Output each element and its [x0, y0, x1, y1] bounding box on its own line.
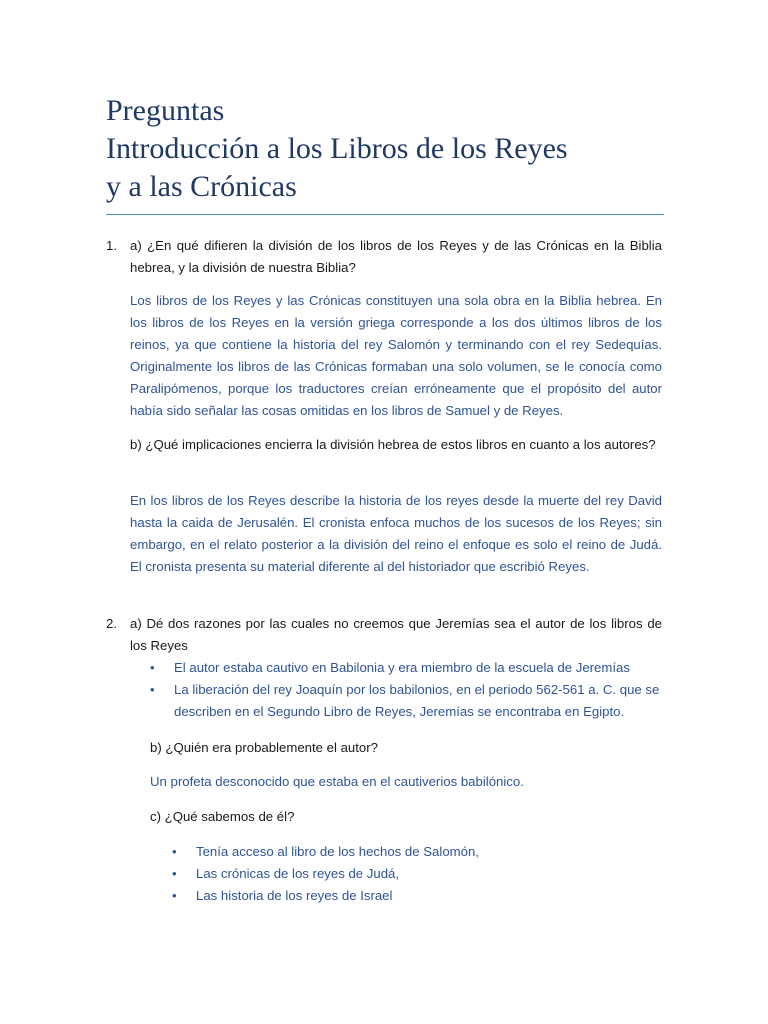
bullet-icon: • [172, 888, 177, 903]
list-item-text: Las crónicas de los reyes de Judá, [196, 866, 400, 881]
question-2a: a) Dé dos razones por las cuales no creemos que Jeremías sea el autor de los libros de los Reyes [130, 616, 662, 653]
list-item [150, 657, 662, 679]
title-underline [106, 214, 664, 215]
list-item [172, 885, 662, 907]
question-2b: b) ¿Quién era probablemente el autor? [150, 740, 378, 755]
list-item-text: La liberación del rey Joaquín por los babilonios, en el periodo 562-561 a. C. que se describen en el Segundo Libro de Reyes, Jeremías se encontraba en Egipto. [174, 682, 660, 719]
list-item-text: El autor estaba cautivo en Babilonia y era miembro de la escuela de Jeremías [174, 660, 630, 675]
title-line-2: Introducción a los Libros de los Reyes [106, 132, 568, 165]
answer-1b: En los libros de los Reyes describe la historia de los reyes desde la muerte del rey David hasta la caida de Jerusalén. El cronista enfoca muchos de los sucesos de los Reyes; sin embargo, en el relato posterior a la división del reino el enfoque es solo el reino de Judá. El cronista presenta su material diferente al del historiador que escribió Reyes. [130, 493, 662, 574]
answer-1a: Los libros de los Reyes y las Crónicas constituyen una sola obra en la Biblia hebrea. En los libros de los Reyes en la versión griega corresponde a los dos últimos libros de los reinos, ya que contiene la historia del rey Salomón y terminando con el rey Sedequías. Originalmente los libros de las Crónicas formaban una solo volumen, se le conocía como Paralipómenos, porque los traductores creían erróneamente que el propósito del autor había sido señalar las cosas omitidas en los libros de Samuel y de Reyes. [130, 293, 662, 418]
title-line-3: y a las Crónicas [106, 170, 297, 203]
answer-2b: Un profeta desconocido que estaba en el cautiverios babilónico. [150, 774, 524, 789]
answer-2a-list [150, 657, 662, 723]
question-1a: a) ¿En qué difieren la división de los libros de los Reyes y de las Crónicas en la Biblia hebrea, y la división de nuestra Biblia? [130, 238, 662, 275]
title-line-1: Preguntas [106, 94, 225, 127]
question-2-number: 2. [106, 616, 117, 631]
document-title [106, 92, 666, 206]
list-item [172, 863, 662, 885]
list-item [172, 841, 662, 863]
question-1-number: 1. [106, 238, 117, 253]
list-item-text: Las historia de los reyes de Israel [196, 888, 393, 903]
list-item-text: Tenía acceso al libro de los hechos de Salomón, [196, 844, 479, 859]
answer-2c-list [172, 841, 662, 907]
bullet-icon: • [150, 682, 155, 697]
question-1b: b) ¿Qué implicaciones encierra la división hebrea de estos libros en cuanto a los autores? [130, 437, 656, 452]
bullet-icon: • [150, 660, 155, 675]
list-item [150, 679, 662, 723]
bullet-icon: • [172, 866, 177, 881]
bullet-icon: • [172, 844, 177, 859]
question-2c: c) ¿Qué sabemos de él? [150, 809, 295, 824]
